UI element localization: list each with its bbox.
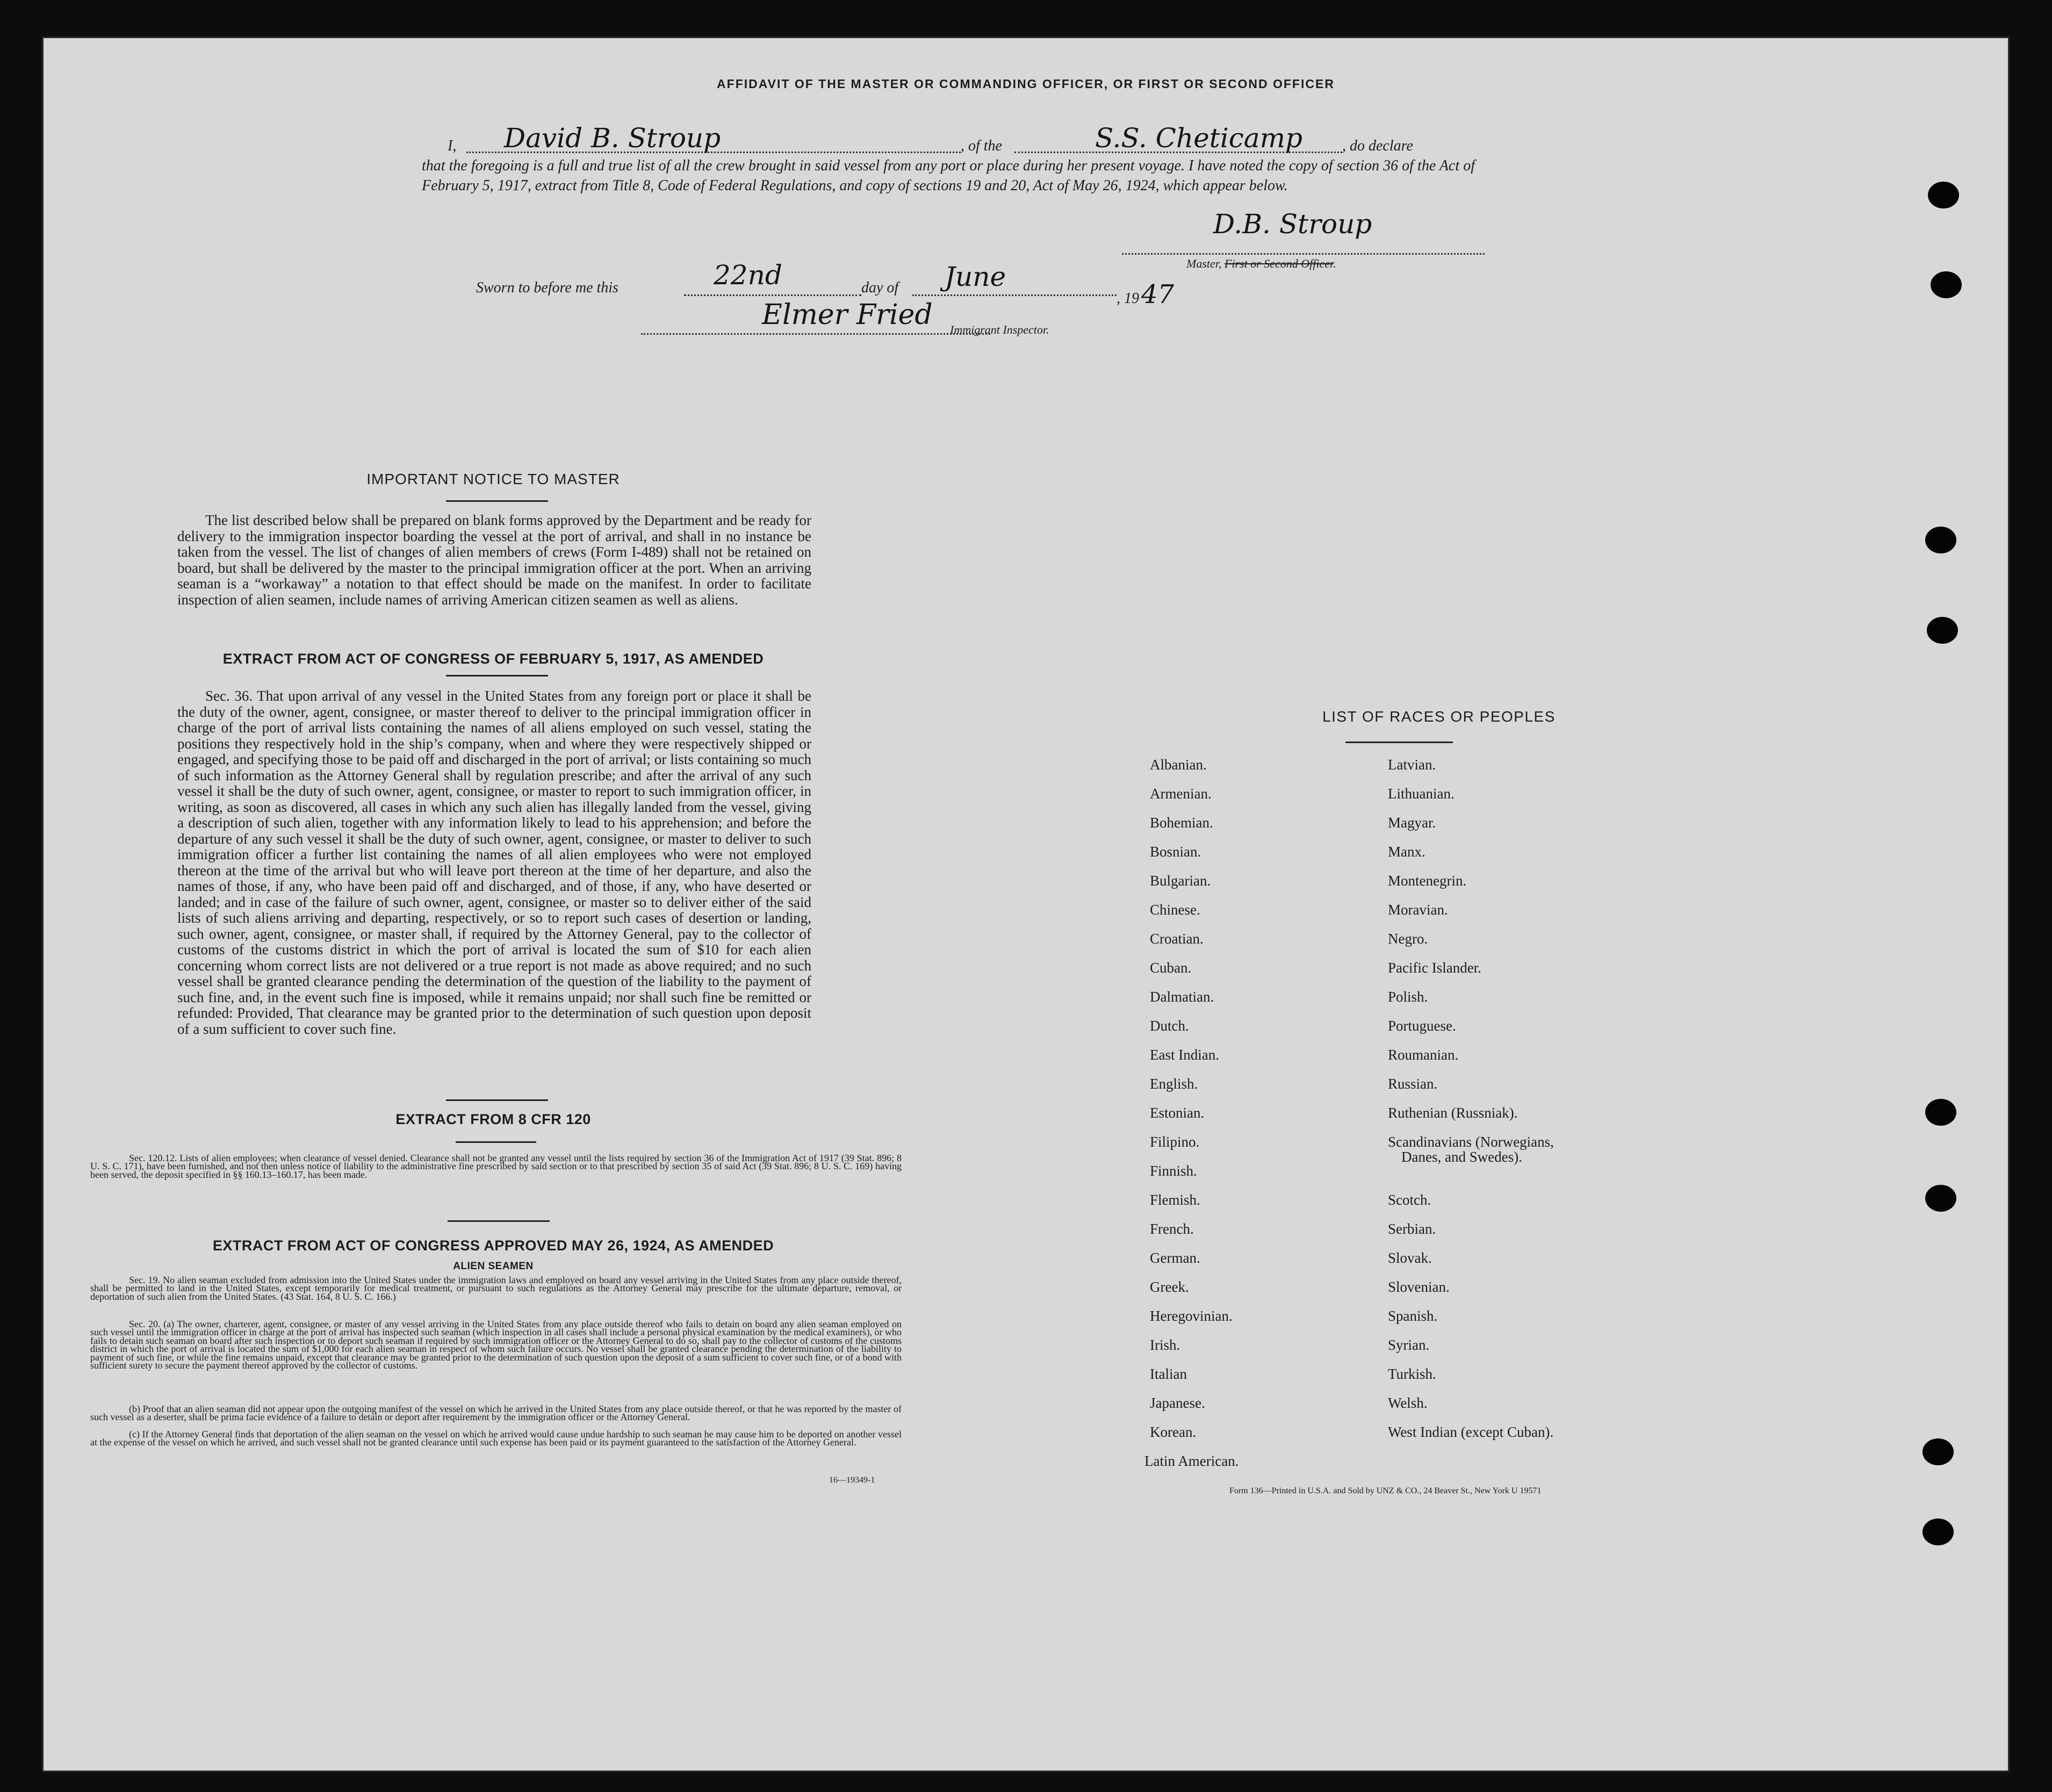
extract1917-title: EXTRACT FROM ACT OF CONGRESS OF FEBRUARY 5, 1917, AS AMENDED [222, 651, 764, 667]
race-right-item: Polish. [1388, 989, 1428, 1005]
race-left-item: Latin American. [1144, 1453, 1239, 1469]
do-declare-label: , do declare [1342, 138, 1413, 154]
races-rule [1345, 742, 1453, 743]
punch-hole [1923, 1438, 1954, 1465]
declare-i: I, [448, 138, 457, 154]
sec19-text: Sec. 19. No alien seaman excluded from admission into the United States under the immigration laws and employed on board any vessel arriving in the United States from any place outside thereof, shall be permitted to land in the United States, except temporarily for medical treatment, or pursuant to such regulations as the Attorney General may prescribe for the ultimate departure, removal, or deportation of such alien from the United States. (43 Stat. 164, 8 U. S. C. 166.) [90, 1275, 902, 1302]
race-left-item: Chinese. [1150, 902, 1200, 918]
race-left-item: Armenian. [1150, 786, 1212, 802]
race-left-item: Bosnian. [1150, 844, 1201, 860]
race-left-item: Finnish. [1150, 1163, 1197, 1179]
extract1924-title: EXTRACT FROM ACT OF CONGRESS APPROVED MAY 26, 1924, AS AMENDED [212, 1237, 774, 1254]
race-right-item: Roumanian. [1388, 1047, 1459, 1063]
race-right-item: Montenegrin. [1388, 873, 1467, 889]
race-left-item: English. [1150, 1076, 1198, 1092]
punch-hole [1931, 271, 1962, 298]
race-left-item: French. [1150, 1221, 1194, 1237]
extract1917-end-rule [446, 1099, 548, 1101]
race-left-item: Bohemian. [1150, 815, 1213, 831]
race-left-item: Irish. [1150, 1337, 1180, 1353]
races-title: LIST OF RACES OR PEOPLES [1322, 708, 1556, 725]
race-right-item: Lithuanian. [1388, 786, 1455, 802]
extract1917-body: Sec. 36. That upon arrival of any vessel in the United States from any foreign port or place it shall be the duty of the owner, agent, consignee, or master thereof to deliver to the principal immigration officer in charge of the port of arrival lists containing the names of all aliens employed on such vessel, stating the positions they respectively hold in the ship’s company, when and where they were respectively shipped or engaged, and specifying those to be paid off and discharged in the port of arrival; or lists containing so much of such information as the Attorney General shall by regulation prescribe; and after the arrival of any such vessel it shall be the duty of such owner, agent, consignee, or master to report to such immigration officer, in writing, as soon as discovered, all cases in which any such alien has illegally landed from the vessel, giving a description of such alien, together with any information likely to lead to his apprehension; and before the departure of any such vessel it shall be the duty of such owner, agent, consignee, or master to deliver to such immigration officer a further list containing the names of all alien employees who were not employed thereon at the time of the arrival but who will leave port thereon at the time of her departure, and also the names of those, if any, who have been paid off and discharged, and of those, if any, who have deserted or landed; and in case of the failure of such owner, agent, consignee, or master so to deliver either of the said lists of such aliens arriving and departing, respectively, or so to report such cases of desertion or landing, such owner, agent, consignee, or master shall, if required by the Attorney General, pay to the collector of customs of the customs district in which the port of arrival is located the sum of $10 for each alien concerning whom correct lists are not delivered or a true report is not made as above required; and no such vessel shall be granted clearance pending the determination of the question of the liability to the payment of such fine, and, in the event such fine is imposed, while it remains unpaid; nor shall such fine be remitted or refunded: Provided, That clearance may be granted prior to the determination of such question upon deposit of a sum sufficient to cover such fine. [177, 688, 811, 1037]
inspector-line [641, 333, 990, 335]
punch-hole [1925, 1185, 1956, 1212]
race-right-item: Latvian. [1388, 757, 1436, 773]
sworn-label: Sworn to before me this [476, 279, 618, 296]
race-right-item: Turkish. [1388, 1366, 1436, 1382]
sec20c-text: (c) If the Attorney General finds that deportation of the alien seaman on the vessel on which he arrived would cause undue hardship to such seaman he may cause him to be deported on another vessel at the expense of the vessel on which he arrived, and such vessel shall not be granted clearance until such expense has been paid or its payment guaranteed to the satisfaction of the Attorney General. [90, 1429, 902, 1448]
vessel-name: S.S. Cheticamp [1095, 123, 1302, 154]
race-left-item: Korean. [1150, 1424, 1197, 1440]
affidavit-body: that the foregoing is a full and true list of all the crew brought in said vessel from any port or place during her present voyage. I have noted the copy of section 36 of the Act of February 5, 1917, extract from Title 8, Code of Federal Regulations, and copy of sections 19 and 20, Act of May 26, 1924, which appear below. [422, 157, 1475, 194]
race-left-item: Cuban. [1150, 960, 1192, 976]
race-left-item: Heregovinian. [1150, 1308, 1233, 1324]
master-name: David B. Stroup [504, 123, 721, 154]
race-left-item: Italian [1150, 1366, 1187, 1382]
race-right-item: Ruthenian (Russniak). [1388, 1105, 1518, 1121]
signature-line [1122, 253, 1485, 255]
race-right-item: Syrian. [1388, 1337, 1430, 1353]
race-right-item: Slovak. [1388, 1250, 1432, 1266]
sec20b-text: (b) Proof that an alien seaman did not appear upon the outgoing manifest of the vessel on which he arrived in the United States from any place outside thereof, or that he was reported by the master of such vessel as a deserter, shall be prima facie evidence of a failure to detain or deport after requirement by the immigration officer or the Attorney General. [90, 1404, 902, 1423]
cfr-body: Sec. 120.12. Lists of alien employees; when clearance of vessel denied. Clearance shall not be granted any vessel until the lists required by section 36 of the Immigration Act of 1917 (39 Stat. 896; 8 U. S. C. 171), have been furnished, and not then unless notice of liability to the administrative fine prescribed by said section or to that prescribed by section 35 of said Act (39 Stat. 896; 8 U. S. C. 169) having been served, the deposit specified in §§ 160.13–160.17, has been made. [90, 1153, 902, 1180]
race-left-item: German. [1150, 1250, 1200, 1266]
cfr-rule [456, 1141, 536, 1143]
notice-body: The list described below shall be prepared on blank forms approved by the Department and be ready for delivery to the immigration inspector boarding the vessel at the port of arrival, and shall in no instance be taken from the vessel. The list of changes of alien members of crews (Form I-489) shall not be retained on board, but shall be delivered by the master to the principal immigration officer at the port. When an arriving seaman is a “workaway” a notation to that effect should be made on the manifest. In order to facilitate inspection of alien seamen, include names of arriving American citizen seamen as well as aliens. [177, 512, 811, 608]
race-left-item: Croatian. [1150, 931, 1204, 947]
extract1924-subtitle: ALIEN SEAMEN [453, 1261, 534, 1272]
notice-title: IMPORTANT NOTICE TO MASTER [366, 471, 620, 487]
cfr-end-rule [448, 1220, 550, 1222]
race-right-item: Welsh. [1388, 1395, 1428, 1411]
race-right-item: Russian. [1388, 1076, 1438, 1092]
inspector-signature: Elmer Fried [762, 299, 933, 331]
day-line [684, 294, 861, 296]
punch-hole [1925, 527, 1956, 553]
race-right-item: Pacific Islander. [1388, 960, 1481, 976]
race-left-item: Dutch. [1150, 1018, 1189, 1034]
sworn-day: 22nd [714, 260, 782, 291]
race-right-item: Serbian. [1388, 1221, 1436, 1237]
document-page [42, 37, 2010, 1772]
master-signature: D.B. Stroup [1213, 208, 1372, 240]
year-label [1117, 279, 1174, 310]
form-code: 16—19349-1 [829, 1476, 875, 1485]
year-suffix: 47 [1141, 279, 1175, 310]
race-left-item: Japanese. [1150, 1395, 1205, 1411]
race-left-item: East Indian. [1150, 1047, 1219, 1063]
race-right-item: Scandinavians (Norwegians, [1388, 1134, 1554, 1150]
race-left-item: Greek. [1150, 1279, 1189, 1295]
race-right-item: Slovenian. [1388, 1279, 1450, 1295]
master-period: . [1333, 257, 1336, 270]
punch-hole [1925, 1099, 1956, 1126]
of-the-label: , of the [961, 138, 1002, 154]
cfr-title: EXTRACT FROM 8 CFR 120 [395, 1111, 591, 1127]
year-prefix: , 19 [1117, 290, 1139, 307]
race-left-item: Flemish. [1150, 1192, 1200, 1208]
master-word: Master, [1186, 257, 1225, 270]
race-right-item: Portuguese. [1388, 1018, 1456, 1034]
race-left-item: Estonian. [1150, 1105, 1205, 1121]
sworn-month: June [945, 261, 1006, 292]
race-left-item: Dalmatian. [1150, 989, 1214, 1005]
race-right-item: Spanish. [1388, 1308, 1438, 1324]
race-right-item: Negro. [1388, 931, 1428, 947]
sec20a-text: Sec. 20. (a) The owner, charterer, agent, consignee, or master of any vessel arriving in the United States from any place outside thereof who fails to detain on board any alien seaman employed on such vessel until the immigration officer in charge at the port of arrival has inspected such seaman (which inspection in all cases shall include a personal physical examination by the medical examiners), or who fails to detain such seaman on board after such inspection or to deport such seaman if required by such immigration officer or the Attorney General to do so, shall pay to the collector of customs of the customs district in which the port of arrival is located the sum of $1,000 for each alien seaman in respect of whom such failure occurs. No vessel shall be granted clearance pending the determination of the liability to payment of such fine, or while the fine remains unpaid, except that clearance may be granted prior to the determination of such question upon the deposit of a sum sufficient to cover such fine, or of a bond with sufficient surety to secure the payment thereof approved by the collector of customs. [90, 1319, 902, 1371]
inspector-label: Immigrant Inspector. [950, 323, 1049, 336]
month-line [912, 294, 1117, 296]
affidavit-title: AFFIDAVIT OF THE MASTER OR COMMANDING OFFICER, OR FIRST OR SECOND OFFICER [717, 77, 1335, 91]
punch-hole [1928, 182, 1959, 208]
master-label [1186, 257, 1336, 271]
day-of-label: day of [861, 279, 899, 296]
form-printer-note: Form 136—Printed in U.S.A. and Sold by UNZ & CO., 24 Beaver St., New York U 19571 [1229, 1486, 1542, 1495]
race-left-item: Bulgarian. [1150, 873, 1211, 889]
race-left-item: Albanian. [1150, 757, 1207, 773]
race-right-item: Danes, and Swedes). [1401, 1149, 1522, 1165]
race-right-item: Moravian. [1388, 902, 1448, 918]
notice-rule [446, 500, 548, 502]
punch-hole [1927, 617, 1958, 644]
struck-officer: First or Second Officer [1224, 257, 1334, 270]
extract1917-rule [446, 675, 548, 677]
race-right-item: Magyar. [1388, 815, 1436, 831]
race-right-item: Scotch. [1388, 1192, 1431, 1208]
race-right-item: West Indian (except Cuban). [1388, 1424, 1554, 1440]
race-right-item: Manx. [1388, 844, 1425, 860]
punch-hole [1923, 1518, 1954, 1545]
race-left-item: Filipino. [1150, 1134, 1200, 1150]
